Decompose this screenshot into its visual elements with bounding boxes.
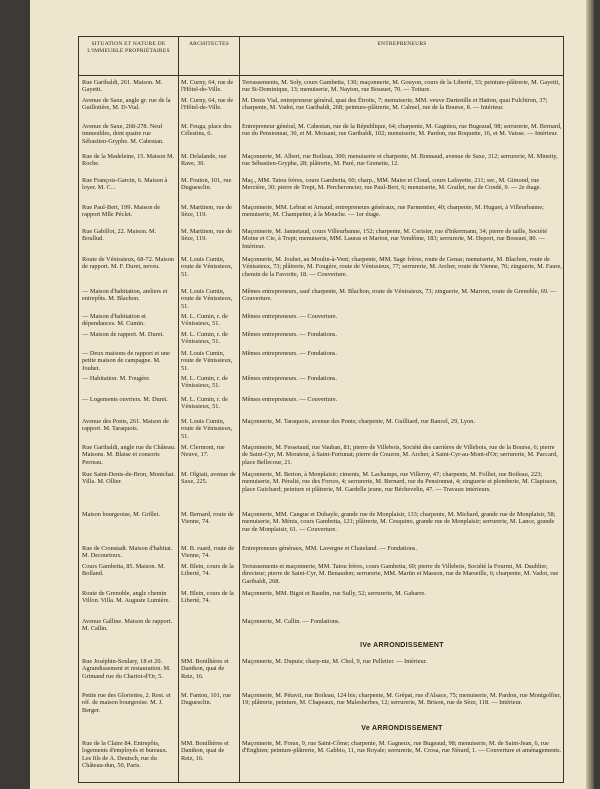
row-architect: M. Blein, cours de la Liberté, 74.: [181, 590, 234, 605]
row-property: Rue François-Garcin, 6. Maison à loyer. M. C...: [82, 177, 168, 192]
row-contractors: Maçonnerie, M. Callin. — Fondations.: [242, 618, 340, 625]
section-heading-4e: IVe ARRONDISSEMENT: [360, 642, 444, 649]
row-property: Rue de la Claire 84. Entrepôts, logements d'employés et bureaux. Les fils de A. Deutsch, rue du Château-dun, 50, Paris.: [82, 740, 168, 770]
row-contractors: M. Denis Vial, entrepreneur général, quai des Étroits, 7; menuiserie, MM. veuve Dartenille et Hatton, quai Fulchiron, 37; charpente, M. Vadot, rue Garibaldi, 268; peinture-plâtrerie, M. Calmel, rue de la Bourse, 8. — Intérieur.: [242, 97, 548, 112]
row-property: Rue Saint-Denis-de-Bron, Montchat. Villa. M. Ollier.: [82, 471, 176, 486]
row-property: Route de Grenoble, angle chemin Villon. Villa. M. Auguste Lumière.: [82, 590, 170, 605]
row-property: — Deux maisons de rapport et une petite maison de campagne. M. Jouhet.: [82, 350, 170, 372]
row-contractors: Mêmes entrepreneurs. — Fondations.: [242, 331, 337, 338]
row-property: Avenue de Saxe, angle gr. rue de la Guillotière, M. D-Vial.: [82, 97, 171, 112]
row-architect: M. Fanton, 101, rue Duguesclin.: [181, 692, 232, 707]
row-contractors: Maçonnerie, M. Fessetaud, rue Vauban, 81; pierre de Villebois, Société des carrières de Villebois, rue de la Bourse, 6; pierre de Saint-Cyr, M. Morateur, à Saint-Fortunat; pierre de Couzon, M. Archer, à Saint-Cyr-au-Mont-d'Or; serrurerie, M. Paccard, place Bellecour, 21.: [242, 444, 558, 466]
row-contractors: Maçonnerie, M. Jouhet, au Moulin-à-Vent; charpente, MM. Sage frères, route de Genas; menuiserie, M. Blachon, route de Vénissieux, 73; plâtrerie, M. Fougère, route de Vénissieux, 77; serrurerie, M. Archer, route de Vienne, 76; zinguerie, M. Faure, chemin de la Favorite, 18. — Couverture.: [242, 256, 562, 278]
row-property: — Maison d'habitation et dépendances. M. Cumin.: [82, 313, 146, 328]
column-divider: [178, 37, 179, 782]
header-divider: [79, 75, 563, 76]
row-architect: M. Clermont, rue Neuve, 17.: [181, 444, 225, 459]
row-contractors: Mêmes entrepreneurs. — Couverture.: [242, 396, 338, 403]
row-property: Route de Vénissieux, 68-72. Maison de rapport. M. F. Duret, neveu.: [82, 256, 174, 271]
header-architectes: ARCHITECTES: [188, 41, 230, 47]
row-property: Cours Gambetta, 85. Maison. M. Bolland.: [82, 563, 165, 578]
row-architect: M. Feuga, place des Célestins, 6.: [181, 123, 232, 138]
row-property: Avenue Galline. Maison de rapport. M. Callin.: [82, 618, 173, 633]
row-architect: MM. Bonilhères et Danthon, quai de Retz, 16.: [181, 658, 229, 680]
row-property: Rue Joséphin-Soulary, 18 et 20. Agrandissement et restauration. M. Grimand rue du Chariot-d'Or, 5.: [82, 658, 171, 680]
row-architect: M. L. Cumin, r. de Vénissieux, 51.: [181, 396, 228, 411]
row-contractors: Entrepreneurs généraux, MM. Lavergne et Chateland. — Fondations.: [242, 545, 417, 552]
row-architect: M. L. Cumin, r. de Vénissieux, 51.: [181, 375, 228, 390]
row-contractors: Terrassements et maçonnerie, MM. Tatou frères, cours Gambetta, 60; pierre de Villebois, Société la Fourmi, M. Daublier, directeur; pierre de Saint-Cyr, M. Benaudon; serrurerie, MM. Martin et Masson, rue de Marseille, 6; charpente, M. Vadot, rue Garibaldi, 268.: [242, 563, 559, 585]
row-property: Rue Garibaldi, 261. Maison. M. Gayetti.: [82, 79, 163, 94]
row-property: — Habitation. M. Fougère.: [82, 375, 151, 382]
row-architect: M. Louis Cumin, route de Vénissieux, 51.: [181, 256, 233, 278]
row-contractors: Maçonnerie, M. Taraquois, avenue des Ponts; charpente, M. Guilliard, rue Bancel, 29, Lyon.: [242, 418, 475, 425]
row-contractors: Mêmes entrepreneurs, sauf charpente, M. Blachon, route de Vénissieux, 73; zinguerie, M. Marron, route de Grenoble, 69. — Couverture.: [242, 288, 557, 303]
row-contractors: Entrepreneur général, M. Cabestan, rue de la République, 64; charpente, M. Gagnieu, rue Bugeaud, 98; serrurerie, M. Bernard, rue du Pensionnat, 30, et M. Moisant, rue Garibaldi, 102; menuiserie, M. Pardon, rue Roquette, 16, et M. Vaisse. — Intérieur.: [242, 123, 562, 138]
row-contractors: Mêmes entrepreneurs. — Fondations.: [242, 375, 337, 382]
row-architect: M. Fouton, 101, rue Duguesclin.: [181, 177, 232, 192]
row-architect: M. Louis Cumin, route de Vénissieux, 51.: [181, 418, 233, 440]
row-contractors: Maç., MM. Tatou frères, cours Gambetta, 60; charp., MM. Maire et Cloud, cours Lafayette, 211; ser., M. Gimond, rue Mercière, 30; pierre de Trept, M. Percheroncier, rue Paul-Bert, 6; menuiserie, M. Grailet, rue de Condé, 9. — 2e étage.: [242, 177, 542, 192]
row-architect: M. Martinon, rue de Sèze, 119.: [181, 228, 232, 243]
row-property: Rue Gabillot, 22. Maison. M. Boullud.: [82, 228, 157, 243]
row-contractors: Terrassements, M. Soly, cours Gambetta, 130; maçonnerie, M. Gouyon, cours de la Liberté, 33; peinture-plâtrerie, M. Gayetti, rue St-Dominique, 13; menuiserie, M. Nayton, rue Bossuet, 70. — Toiture.: [242, 79, 560, 94]
row-architect: M. Olgiati, avenue de Saxe, 225.: [181, 471, 236, 486]
section-heading-5e: Ve ARRONDISSEMENT: [361, 725, 443, 732]
book-page: [30, 0, 594, 789]
header-entrepreneurs: ENTREPRENEURS: [377, 41, 427, 47]
row-property: — Maison de rapport. M. Duret.: [82, 331, 164, 338]
row-contractors: Maçonnerie, M. Dupuis; charp-nte, M. Chol, 9, rue Pelletier. — Intérieur.: [242, 658, 428, 665]
row-architect: M. Delalande, rue Rave, 30.: [181, 153, 227, 168]
row-architect: M. L. Cumin, r. de Vénissieux, 51.: [181, 331, 228, 346]
row-architect: M. Curny, 64, rue de l'Hôtel-de-Ville.: [181, 97, 234, 112]
row-architect: MM. Bonilhères et Danthon, quai de Retz, 16.: [181, 740, 229, 762]
row-architect: M. Louis Cumin, route de Vénissieux, 51.: [181, 288, 233, 310]
row-contractors: Maçonnerie, M. Albert, rue Boileau, 300; menuiserie et charpente, M. Bonnaud, avenue de Saxe, 312; serrurerie, M. Minetty, rue Sébastien-Gryphe, 28; plâtrerie, M. Paré, rue Grenette, 12.: [242, 153, 558, 168]
row-contractors: Maçonnerie, M. Pétavit, rue Boileau, 124 bis; charpente, M. Grépat, rue d'Alsace, 75; menuiserie, M. Pardon, rue Montgolfier, 19; plâtrerie, peinture, M. Chapeaux, rue Malesherbes, 12; serrurerie, M. Brison, rue de Sèze, 118. — Intérieur.: [242, 692, 561, 707]
row-architect: M. B. ruard, route de Vienne, 74.: [181, 545, 234, 560]
row-property: Petite rue des Gloriettes, 2. Rest. et réf. de maison bourgeoise. M. J. Berger.: [82, 692, 171, 714]
row-property: Maison bourgeoise, M. Grillet.: [82, 511, 160, 518]
row-architect: M. Louis Cumin, route de Vénissieux, 51.: [181, 350, 233, 372]
row-property: — Maison d'habitation, ateliers et entrepôts. M. Blachon.: [82, 288, 168, 303]
row-contractors: Maçonnerie, M. Jannetaud, cours Villeurbanne, 152; charpente, M. Cerisier, rue d'Inkermann, 34; pierre de taille, Société Moine et Cie, à Trept; menuiserie, MM. Lauras et Marion, rue Vendôme, 183; serrurerie, M. Deport, rue Bossuet, 80. — Intérieur.: [242, 228, 547, 250]
row-architect: M. L. Cumin, r. de Vénissieux, 51.: [181, 313, 228, 328]
column-divider: [239, 37, 240, 782]
row-property: Rue Garibaldi, angle rue du Château. Maisons. M. Blaise et consorts Perreau.: [82, 444, 176, 466]
row-contractors: Mêmes entrepreneurs. — Fondations.: [242, 350, 337, 357]
row-property: Rue de la Madeleine, 15. Maison M. Roche.: [82, 153, 175, 168]
row-contractors: Maçonnerie, MM. Bigot et Baudin, rue Sully, 52; serrurerie, M. Gabarre.: [242, 590, 426, 597]
row-property: Rue Paul-Bert, 199. Maison de rapport Mlle Péclet.: [82, 204, 161, 219]
row-architect: M. Blein, cours de la Liberté, 74.: [181, 563, 234, 578]
row-contractors: Maçonnerie, MM. Cangue et Dubayle, grande rue de Monplaisir, 133; charpente, M. Michard, grande rue de Monplaisir, 58; menuiserie, M. Ménis, cours Gambetta, 121; plâtrerie, M. Cesquino, grande rue de Monplaisir; serrurerie, M. Lance, grande rue de Monplaisir, 61. — Couverture.: [242, 511, 556, 533]
row-contractors: Mêmes entrepreneurs. — Couverture.: [242, 313, 338, 320]
row-architect: M. Martinon, rue de Sèze, 119.: [181, 204, 232, 219]
book-spine: [586, 0, 594, 789]
row-property: Avenue de Saxe, 268-278. Neuf immeubles, dont quatre rue Sébastien-Gryphe. M. Cabestan.: [82, 123, 164, 145]
header-situation: SITUATION ET NATURE DE L'IMMEUBLE PROPRIÉTAIRES: [87, 41, 170, 54]
row-architect: M. Curny, 64, rue de l'Hôtel-de-Ville.: [181, 79, 234, 94]
contractors-table: [78, 36, 564, 783]
row-property: Rue de Cronstadt. Maison d'habitat. M. Decourtoux.: [82, 545, 173, 560]
row-contractors: Maçonnerie, MM. Lebrat et Arnaud, entrepreneurs généraux, rue Parmentier, 40; charpente, M. Huguet, à Villeurbanne; menuiserie, M. Champetier, à la Mouche. — 1er étage.: [242, 204, 544, 219]
row-contractors: Maçonnerie, M. Berton, à Monplaisir; ciments, M. Lachamps, rue Villeroy, 47; charpente, M. Folliet, rue Boileau, 223; menuiserie, M. Péralié, rue des Forces, 4; serrurerie, M. Bernard, rue du Pensionnat, 4; zinguerie et plomberie, M. Clapisson, place Guichard; peinture et plâtrerie, M. Gardelle jeune, rue Béchevelin, 47. — Travaux intérieurs.: [242, 471, 558, 493]
row-property: Avenue des Ponts, 261. Maison de rapport. M. Taraquois.: [82, 418, 169, 433]
row-property: — Logements ouvriers. M. Duret.: [82, 396, 168, 403]
row-architect: M. Bernard, route de Vienne, 74.: [181, 511, 234, 526]
row-contractors: Maçonnerie, M. Forax, 9, rue Saint-Côme; charpente, M. Gagneux, rue Bugeaud, 98; menuiserie, M. de Saint-Jean, 6, rue d'Enghien; peinture-plâtrerie, M. Gabbio, 11, rue Royale; serrurerie, M. Crosa, rue Nérard, 1. — Couverture et aménagements.: [242, 740, 562, 755]
